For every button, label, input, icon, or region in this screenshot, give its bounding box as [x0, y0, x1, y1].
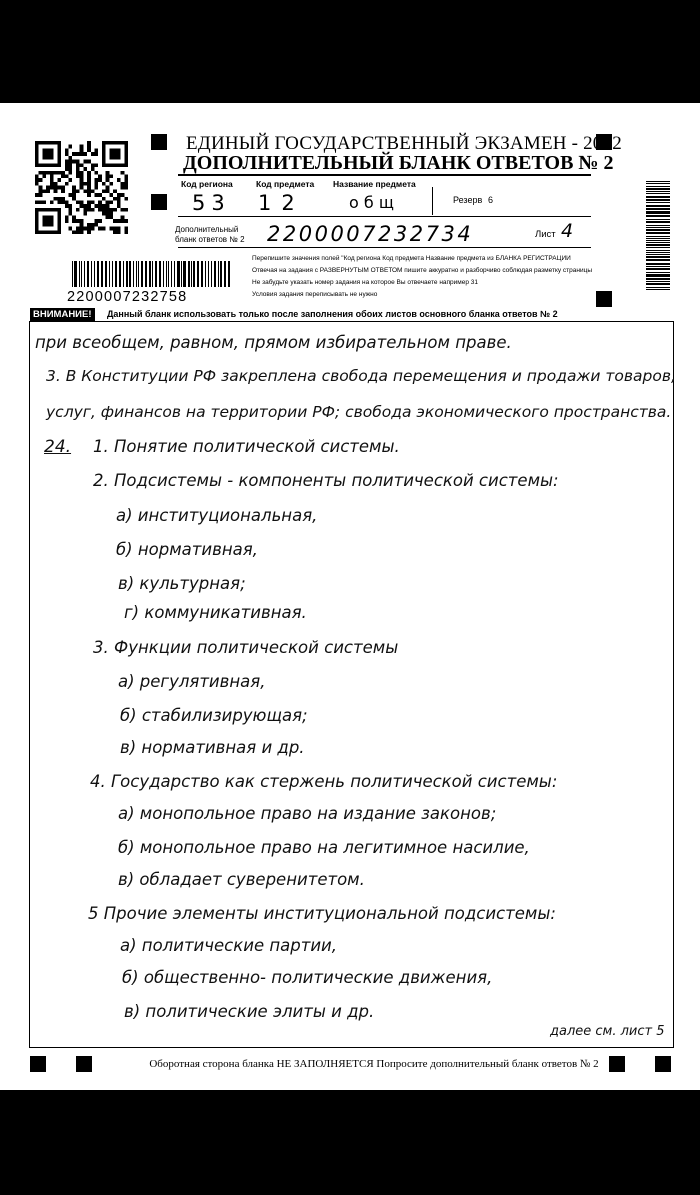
divider — [178, 174, 591, 176]
answer-line: в) нормативная и др. — [120, 738, 305, 757]
footer-note: Оборотная сторона бланка НЕ ЗАПОЛНЯЕТСЯ Попросите дополнительный бланк ответов № 2 — [149, 1058, 599, 1070]
instruction-line: Условия задания переписывать не нужно — [252, 291, 378, 298]
answer-line: 5 Прочие элементы институциональной подсистемы: — [88, 904, 556, 923]
barcode-bar — [646, 211, 670, 213]
answer-line: б) общественно- политические движения, — [122, 968, 493, 987]
barcode-bar — [211, 261, 212, 287]
barcode-bar — [115, 261, 117, 287]
qr-code — [35, 141, 128, 234]
barcode — [72, 261, 232, 287]
barcode-bar — [174, 261, 175, 287]
barcode-bar — [646, 247, 670, 248]
barcode-bar — [646, 289, 670, 290]
barcode-bar — [646, 263, 670, 265]
barcode-bar — [646, 266, 670, 267]
extra-sheet-label: Дополнительный — [175, 225, 239, 234]
barcode-bar — [646, 274, 670, 276]
barcode-bar — [168, 261, 169, 287]
barcode-bar — [163, 261, 164, 287]
barcode-bar — [133, 261, 134, 287]
answer-line: в) культурная; — [118, 574, 246, 593]
barcode-bar — [646, 205, 670, 207]
barcode-bar — [220, 261, 222, 287]
subject-code-label: Код предмета — [256, 179, 315, 189]
barcode-bar — [646, 242, 670, 243]
answer-sheet — [0, 103, 700, 1090]
answer-line: 3. Функции политической системы — [93, 638, 399, 657]
barcode-bar — [646, 183, 670, 184]
barcode-bar — [94, 261, 95, 287]
alignment-marker — [596, 291, 612, 307]
barcode-bar — [646, 281, 670, 282]
divider — [178, 216, 591, 217]
answer-line: а) политические партии, — [120, 936, 338, 955]
barcode-bar — [646, 240, 670, 241]
barcode-bar — [646, 208, 670, 210]
barcode-bar — [646, 252, 670, 253]
barcode-bar — [126, 261, 128, 287]
barcode-bar — [138, 261, 139, 287]
qr-modules — [35, 141, 128, 234]
answer-line: б) монопольное право на легитимное насилие, — [118, 838, 530, 857]
barcode-bar — [152, 261, 153, 287]
barcode-bar — [646, 287, 670, 288]
barcode-bar — [646, 278, 670, 280]
instruction-line: Перепишите значения полей "Код региона Код предмета Название предмета из БЛАНКА РЕГИСТРАЦИИ — [252, 255, 571, 262]
answer-line: а) монопольное право на издание законов; — [118, 804, 497, 823]
barcode-bar — [72, 261, 73, 287]
answer-line: б) нормативная, — [116, 540, 258, 559]
barcode-bar — [646, 283, 670, 285]
barcode-bar — [224, 261, 226, 287]
barcode-bar — [646, 181, 670, 182]
barcode-bar — [646, 221, 670, 223]
barcode-bar — [129, 261, 131, 287]
barcode-bar — [646, 227, 670, 228]
barcode-bar — [136, 261, 137, 287]
barcode-bar — [171, 261, 172, 287]
barcode-bar — [84, 261, 85, 287]
reserve-value: 6 — [488, 195, 494, 205]
barcode-bar — [159, 261, 161, 287]
barcode-bar — [208, 261, 209, 287]
barcode-bar — [181, 261, 182, 287]
field-box — [432, 187, 433, 215]
barcode-bar — [646, 229, 670, 231]
form-title: ДОПОЛНИТЕЛЬНЫЙ БЛАНК ОТВЕТОВ № 2 — [183, 152, 614, 174]
continuation-note: далее см. лист 5 — [550, 1024, 665, 1039]
barcode-bar — [228, 261, 230, 287]
barcode-bar — [166, 261, 167, 287]
barcode-bar — [646, 254, 670, 255]
barcode-bar — [646, 272, 670, 273]
answer-line: а) институциональная, — [116, 506, 318, 525]
barcode-bar — [197, 261, 199, 287]
barcode-bar — [646, 259, 670, 261]
answer-line: 2. Подсистемы - компоненты политической системы: — [93, 471, 559, 490]
sheet-value: 4 — [561, 220, 574, 242]
answer-line: г) коммуникативная. — [124, 603, 307, 622]
barcode-bar — [109, 261, 110, 287]
barcode-number: 2200007232758 — [67, 289, 188, 305]
barcode-bar — [646, 215, 670, 217]
barcode-bar — [74, 261, 76, 287]
answer-line: 3. В Конституции РФ закреплена свобода перемещения и продажи товаров, — [46, 367, 676, 385]
answer-line: а) регулятивная, — [118, 672, 266, 691]
barcode-bar — [177, 261, 179, 287]
barcode-bar — [646, 191, 670, 192]
sheet-label: Лист — [535, 229, 556, 240]
barcode-bar — [183, 261, 185, 287]
barcode-bar — [87, 261, 89, 287]
barcode-bar — [101, 261, 103, 287]
barcode-bar — [191, 261, 192, 287]
barcode-bar — [145, 261, 147, 287]
warning-text: Данный бланк использовать только после заполнения обоих листов основного бланка ответов № 2 — [107, 309, 558, 319]
barcode-bar — [91, 261, 92, 287]
task-number: 24. — [44, 437, 72, 457]
alignment-marker — [151, 194, 167, 210]
answer-line: в) обладает суверенитетом. — [118, 870, 365, 889]
barcode-bar — [646, 238, 670, 239]
barcode-bar — [214, 261, 216, 287]
answer-line: услуг, финансов на территории РФ; свобода экономического пространства. — [46, 403, 672, 421]
barcode-bar — [646, 268, 670, 270]
barcode-bar — [646, 232, 670, 234]
exam-title: ЕДИНЫЙ ГОСУДАРСТВЕННЫЙ ЭКЗАМЕН - 2022 — [186, 133, 622, 154]
answer-line: б) стабилизирующая; — [120, 706, 308, 725]
extra-sheet-label: бланк ответов № 2 — [175, 235, 245, 244]
barcode-bar — [646, 219, 670, 220]
region-label: Код региона — [181, 179, 233, 189]
divider — [178, 247, 591, 248]
barcode-bar — [646, 186, 670, 187]
barcode-bar — [218, 261, 219, 287]
barcode-bar — [123, 261, 124, 287]
subject-name-label: Название предмета — [333, 179, 416, 189]
extra-sheet-number: 2200007232734 — [267, 222, 474, 246]
subject-code-value: 12 — [258, 191, 305, 215]
barcode-bar — [155, 261, 156, 287]
answer-line: 4. Государство как стержень политической системы: — [90, 772, 558, 791]
barcode-bar — [646, 236, 670, 237]
warning-badge: ВНИМАНИЕ! — [30, 308, 95, 321]
barcode-bar — [646, 250, 670, 251]
barcode-bar — [646, 202, 670, 203]
barcode-bar — [646, 196, 670, 198]
barcode-bar — [79, 261, 80, 287]
barcode-bar — [646, 188, 670, 190]
barcode-bar — [646, 193, 670, 194]
barcode-bar — [646, 199, 670, 201]
side-barcode — [646, 181, 670, 291]
instruction-line: Не забудьте указать номер задания на которое Вы отвечаете например 31 — [252, 279, 479, 286]
barcode-bar — [646, 256, 670, 258]
barcode-bar — [149, 261, 151, 287]
alignment-marker — [151, 134, 167, 150]
barcode-bar — [112, 261, 113, 287]
reserve-label: Резерв — [453, 195, 483, 205]
answer-line: 1. Понятие политической системы. — [93, 437, 400, 456]
answer-line: в) политические элиты и др. — [124, 1002, 375, 1021]
instruction-line: Отвечая на задания с РАЗВЕРНУТЫМ ОТВЕТОМ пишите аккуратно и разборчиво соблюдая разметку страницы — [252, 267, 593, 274]
barcode-bar — [193, 261, 194, 287]
barcode-bar — [205, 261, 206, 287]
barcode-bar — [201, 261, 203, 287]
region-value: 53 — [192, 191, 231, 215]
barcode-bar — [119, 261, 121, 287]
barcode-bar — [646, 225, 670, 226]
barcode-bar — [97, 261, 99, 287]
barcode-bar — [141, 261, 143, 287]
answer-line: при всеобщем, равном, прямом избирательном праве. — [35, 333, 512, 352]
barcode-bar — [105, 261, 107, 287]
subject-name-value: о б щ — [349, 193, 394, 212]
barcode-bar — [81, 261, 82, 287]
barcode-bar — [646, 244, 670, 245]
barcode-bar — [188, 261, 190, 287]
